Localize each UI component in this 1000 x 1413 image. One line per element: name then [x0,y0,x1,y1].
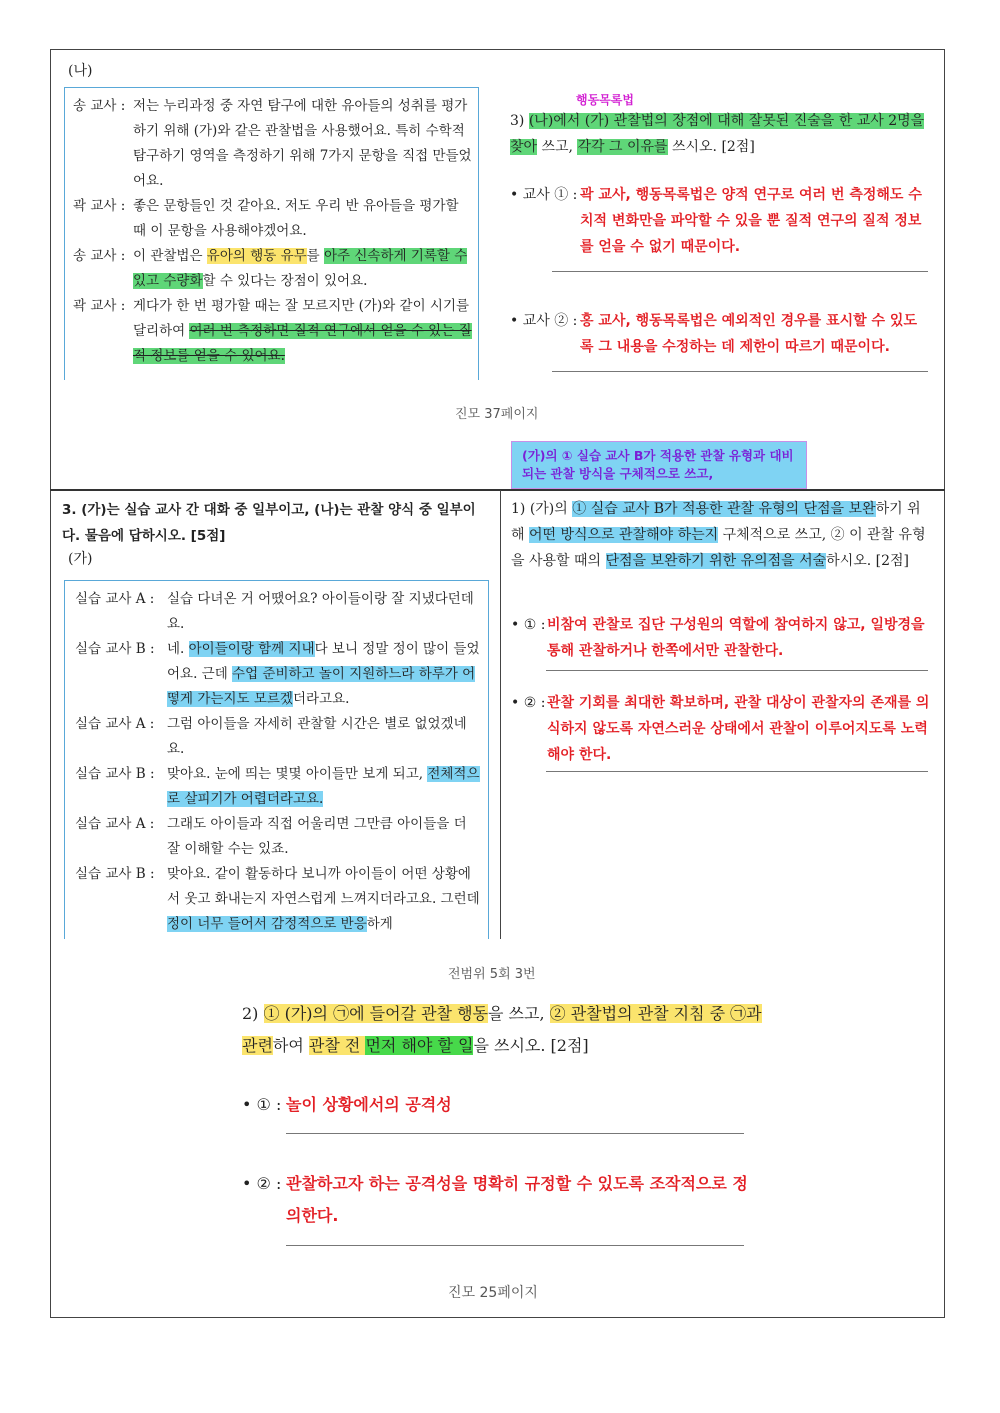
speaker-label: 실습 교사 B : [75,866,155,882]
text-segment: 맞아요. 같이 활동하다 보니까 아이들이 어떤 상황에서 웃고 화내는지 자연스럽게 느껴지더라고요. 그런데 [167,866,480,907]
highlighted-text: 여러 번 측정하면 질적 연구에서 얻을 수 있는 질적 정보를 얻을 수 있어요. [133,323,472,364]
text-segment: 게다가 한 번 평가할 때는 잘 모르지만 (가)와 같이 시기를 달리하여 [133,298,470,339]
highlighted-text: 유아의 행동 유무 [206,248,307,264]
speaker-label: 곽 교사 : [73,298,126,314]
highlighted-text: 먼저 해야 할 일 [365,1036,474,1055]
column-divider [500,490,501,939]
question-title-middle: 3. (가)는 실습 교사 간 대화 중 일부이고, (나)는 관찰 양식 중 일부이다. 물음에 답하시오. [5점] [62,502,476,544]
text-segment: 2) [242,1004,264,1023]
answer-prefix: • 교사 ② : [510,313,578,329]
highlighted-text: 수업 준비하고 놀이 지원하느라 하루가 어떻게 가는지도 모르겠 [167,666,476,707]
highlighted-text: 아이들이랑 함께 지내 [188,641,315,657]
dialogue-turn [73,94,472,194]
answer-2-bottom [242,1168,762,1232]
utterance [167,712,482,762]
answer-text: 관찰 기회를 최대한 확보하며, 관찰 대상이 관찰자의 존재를 의식하지 않도록 자연스러운 상태에서 관찰이 이루어지도록 노력해야 한다. [547,695,930,763]
dialogue-turn [75,712,482,762]
highlighted-text: 정이 너무 들어서 감정적으로 반응 [167,916,367,932]
dialogue-turn [73,244,472,294]
answer-1-top [510,182,930,260]
text-segment: 하여 [272,1036,309,1055]
dialogue-box-top [64,87,479,380]
text-segment: 좋은 문항들인 것 같아요. 저도 우리 반 유아들을 평가할 때 이 문항을 사용해야겠어요. [133,198,459,239]
text-segment: 3) [510,113,529,129]
caption-top: 진모 37페이지 [455,407,539,422]
text-segment: 을 쓰시오. [2점] [473,1036,589,1055]
text-segment: 쓰고, [537,139,578,155]
highlighted-text: (나)에서 (가) 관찰법의 장점에 대해 잘못된 진술을 한 교사 2명을 찾아 [510,113,925,155]
text-segment: 맞아요. 눈에 띄는 몇몇 아이들만 보게 되고, [167,766,428,782]
text-segment: 쓰시오. [2점] [667,139,755,155]
text-segment: 저는 누리과정 중 자연 탐구에 대한 유아들의 성취를 평가하기 위해 (가)와 같은 관찰법을 사용했어요. 특히 수학적 탐구하기 영역을 측정하기 위해 7가지 문항을 직접 만들었어요. [133,98,472,189]
dialogue-box-middle [64,580,489,939]
text-segment: 할 수 있다는 장점이 있어요. [202,273,368,289]
answer-prefix: • 교사 ① : [510,187,578,203]
dialogue-turn [75,762,482,812]
highlighted-text: ① 실습 교사 B가 적용한 관찰 유형의 단점을 보완 [572,501,876,517]
answer-prefix: • ② : [511,695,546,711]
utterance [167,862,482,937]
dialogue-middle [75,587,482,937]
answer-2-top [510,308,930,360]
highlighted-text: 아주 신속하게 기록할 수 있고 수량화 [133,248,468,289]
question-middle [511,496,931,574]
dialogue-turn [75,637,482,712]
answer-prefix: • ① : [511,617,546,633]
text-segment: 하게 [366,916,393,932]
text-segment: 실습 다녀온 거 어땠어요? 아이들이랑 잘 지냈다던데요. [167,591,474,632]
answer-rule [286,1133,744,1134]
speaker-label: 실습 교사 A : [75,591,155,607]
answer-rule [286,1245,744,1246]
utterance [167,762,482,812]
answer-text: 홍 교사, 행동목록법은 예외적인 경우를 표시할 수 있도록 그 내용을 수정하는 데 제한이 따르기 때문이다. [580,313,917,355]
highlighted-text: 각각 그 이유를 [577,139,668,155]
highlighted-text: 단점을 보완하기 위한 유의점을 서술 [605,553,827,569]
text-segment: 그래도 아이들과 직접 어울리면 그만큼 아이들을 더 잘 이해할 수는 있죠. [167,816,467,857]
speaker-label: 곽 교사 : [73,198,126,214]
speaker-label: 실습 교사 B : [75,766,155,782]
answer-rule [552,371,928,372]
answer-rule [552,271,928,272]
highlighted-text: 전체적으로 살피기가 어렵더라고요. [167,766,480,807]
question-top [510,108,930,160]
text-segment: 다 보니 정말 정이 많이 들었어요. 근데 [167,641,480,682]
answer-1-middle [511,612,931,664]
dialogue-turn [75,587,482,637]
caption-middle: 전범위 5회 3번 [448,967,536,982]
utterance [133,244,472,294]
highlighted-text: ① (가)의 ㉠에 들어갈 관찰 행동 [263,1004,488,1023]
text-segment: 그럼 아이들을 자세히 관찰할 시간은 별로 없었겠네요. [167,716,467,757]
text-segment: 더라고요. [292,691,350,707]
utterance [133,194,472,244]
utterance [167,812,482,862]
text-segment: 하시오. [2점] [826,553,909,569]
question-bottom [242,998,762,1062]
speaker-label: 실습 교사 A : [75,816,155,832]
annotation-note: 행동목록법 [576,93,634,107]
speaker-label: 실습 교사 B : [75,641,155,657]
highlighted-text: 관찰 전 [308,1036,366,1055]
note-box: (가)의 ① 실습 교사 B가 적용한 관찰 유형과 대비되는 관찰 방식을 구체적으로 쓰고, [511,441,807,489]
utterance [167,637,482,712]
text-segment: 1) (가)의 [511,501,573,517]
text-segment: 이 관찰법은 [133,248,207,264]
section-label-na: (나) [68,63,93,79]
dialogue-turn [73,294,472,369]
utterance [167,587,482,637]
highlighted-text: 어떤 방식으로 관찰해야 하는지 [528,527,719,543]
speaker-label: 송 교사 : [73,248,126,264]
utterance [133,294,472,369]
answer-2-middle [511,690,931,768]
dialogue-turn [73,194,472,244]
answer-prefix: • ① : [242,1095,282,1114]
caption-bottom: 진모 25페이지 [448,1285,538,1301]
dialogue-turn [75,812,482,862]
highlighted-text: ② 관찰법의 관찰 지침 중 ㉠과 관련 [242,1004,762,1055]
speaker-label: 송 교사 : [73,98,126,114]
section-label-ga: (가) [68,551,93,567]
answer-text: 곽 교사, 행동목록법은 양적 연구로 여러 번 측정해도 수치적 변화만을 파악할 수 있을 뿐 질적 연구의 질적 정보를 얻을 수 없기 때문이다. [580,187,922,255]
speaker-label: 실습 교사 A : [75,716,155,732]
dialogue-top [73,94,472,369]
answer-rule [546,771,928,772]
text-segment: 하기 위해 [511,501,921,543]
text-segment: 구체적으로 쓰고, ② 이 관찰 유형을 사용할 때의 [511,527,926,569]
section-divider [50,489,945,491]
answer-text: 비참여 관찰로 집단 구성원의 역할에 참여하지 않고, 일방경을 통해 관찰하거나 한쪽에서만 관찰한다. [547,617,925,659]
dialogue-turn [75,862,482,937]
text-segment: 을 쓰고, [488,1004,550,1023]
text-segment: 를 [306,248,325,264]
answer-1-bottom [242,1090,762,1120]
answer-rule [546,670,928,671]
answer-prefix: • ② : [242,1174,282,1193]
answer-text: 관찰하고자 하는 공격성을 명확히 규정할 수 있도록 조작적으로 정의한다. [286,1174,748,1225]
answer-text: 놀이 상황에서의 공격성 [286,1095,452,1114]
utterance [133,94,472,194]
text-segment: 네. [167,641,189,657]
